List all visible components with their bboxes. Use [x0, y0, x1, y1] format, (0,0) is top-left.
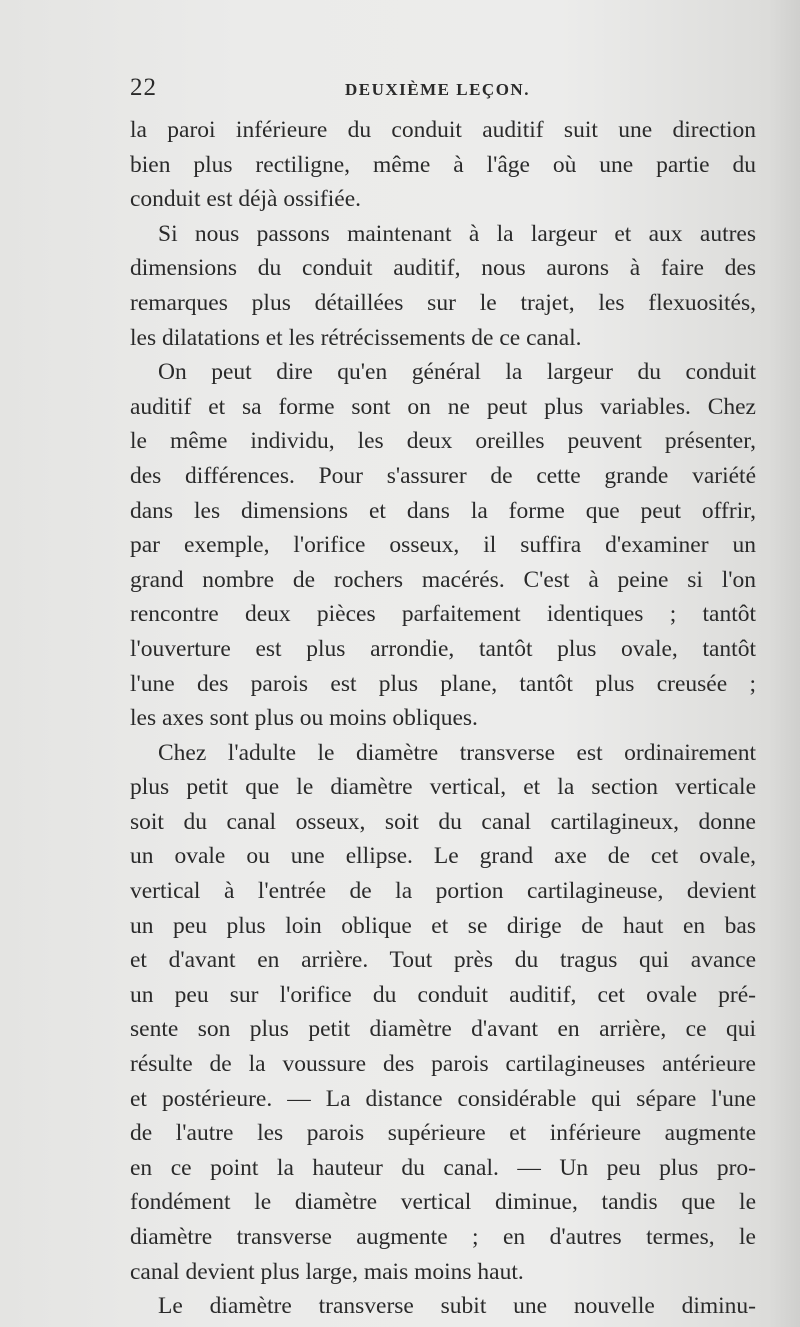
text-line: le même individu, les deux oreilles peuvent présenter, [130, 428, 756, 455]
text-line: grand nombre de rochers macérés. C'est à peine si l'on [130, 566, 756, 593]
text-line: l'une des parois est plus plane, tantôt plus creusée ; [130, 670, 756, 697]
paragraph-first-line: Si nous passons maintenant à la largeur et aux autres [158, 220, 756, 247]
text-line: canal devient plus large, mais moins haut. [130, 1258, 524, 1285]
text-line: vertical à l'entrée de la portion cartilagineuse, devient [130, 878, 756, 905]
text-line: et d'avant en arrière. Tout près du tragus qui avance [130, 947, 756, 974]
text-line: en ce point la hauteur du canal. — Un peu plus pro- [130, 1154, 756, 1181]
text-line: des différences. Pour s'assurer de cette grande variété [130, 462, 756, 489]
text-line: diamètre transverse augmente ; en d'autres termes, le [130, 1224, 756, 1250]
text-line: un ovale ou une ellipse. Le grand axe de cet ovale, [130, 843, 756, 870]
text-line: les dilatations et les rétrécissements de ce canal. [130, 324, 582, 351]
text-line: auditif et sa forme sont on ne peut plus variables. Chez [130, 393, 756, 420]
text-line: l'ouverture est plus arrondie, tantôt plus ovale, tantôt [130, 635, 756, 662]
text-line: un peu plus loin oblique et se dirige de haut en bas [130, 912, 756, 939]
text-line: dimensions du conduit auditif, nous aurons à faire des [130, 255, 756, 282]
running-head: DEUXIÈME LEÇON. [345, 80, 530, 99]
text-line: fondément le diamètre vertical diminue, tandis que le [130, 1189, 756, 1216]
text-line: de l'autre les parois supérieure et inférieure augmente [130, 1120, 756, 1147]
text-line: rencontre deux pièces parfaitement identiques ; tantôt [130, 601, 756, 628]
page-header [130, 74, 756, 110]
text-line: dans les dimensions et dans la forme que peut offrir, [130, 497, 756, 524]
paragraph-first-line: On peut dire qu'en général la largeur du conduit [158, 359, 756, 386]
text-line: et postérieure. — La distance considérable qui sépare l'une [130, 1085, 756, 1112]
text-line: sente son plus petit diamètre d'avant en arrière, ce qui [130, 1016, 756, 1043]
text-line: soit du canal osseux, soit du canal cartilagineux, donne [130, 808, 756, 835]
text-line: un peu sur l'orifice du conduit auditif, cet ovale pré- [130, 981, 756, 1008]
text-line: bien plus rectiligne, même à l'âge où une partie du [130, 151, 756, 178]
text-line: par exemple, l'orifice osseux, il suffira d'examiner un [130, 532, 756, 559]
paragraph-first-line: Le diamètre transverse subit une nouvelle diminu- [158, 1293, 756, 1320]
page-number: 22 [130, 74, 157, 101]
text-line: remarques plus détaillées sur le trajet, les flexuosités, [130, 289, 756, 316]
text-line: la paroi inférieure du conduit auditif suit une direction [130, 117, 756, 143]
text-line: les axes sont plus ou moins obliques. [130, 705, 478, 732]
text-line: résulte de la voussure des parois cartilagineuses antérieure [130, 1051, 756, 1078]
text-line: plus petit que le diamètre vertical, et la section verticale [130, 774, 756, 801]
paragraph-first-line: Chez l'adulte le diamètre transverse est ordinairement [158, 739, 756, 766]
text-line: conduit est déjà ossifiée. [130, 186, 362, 213]
body-text [130, 113, 756, 1324]
